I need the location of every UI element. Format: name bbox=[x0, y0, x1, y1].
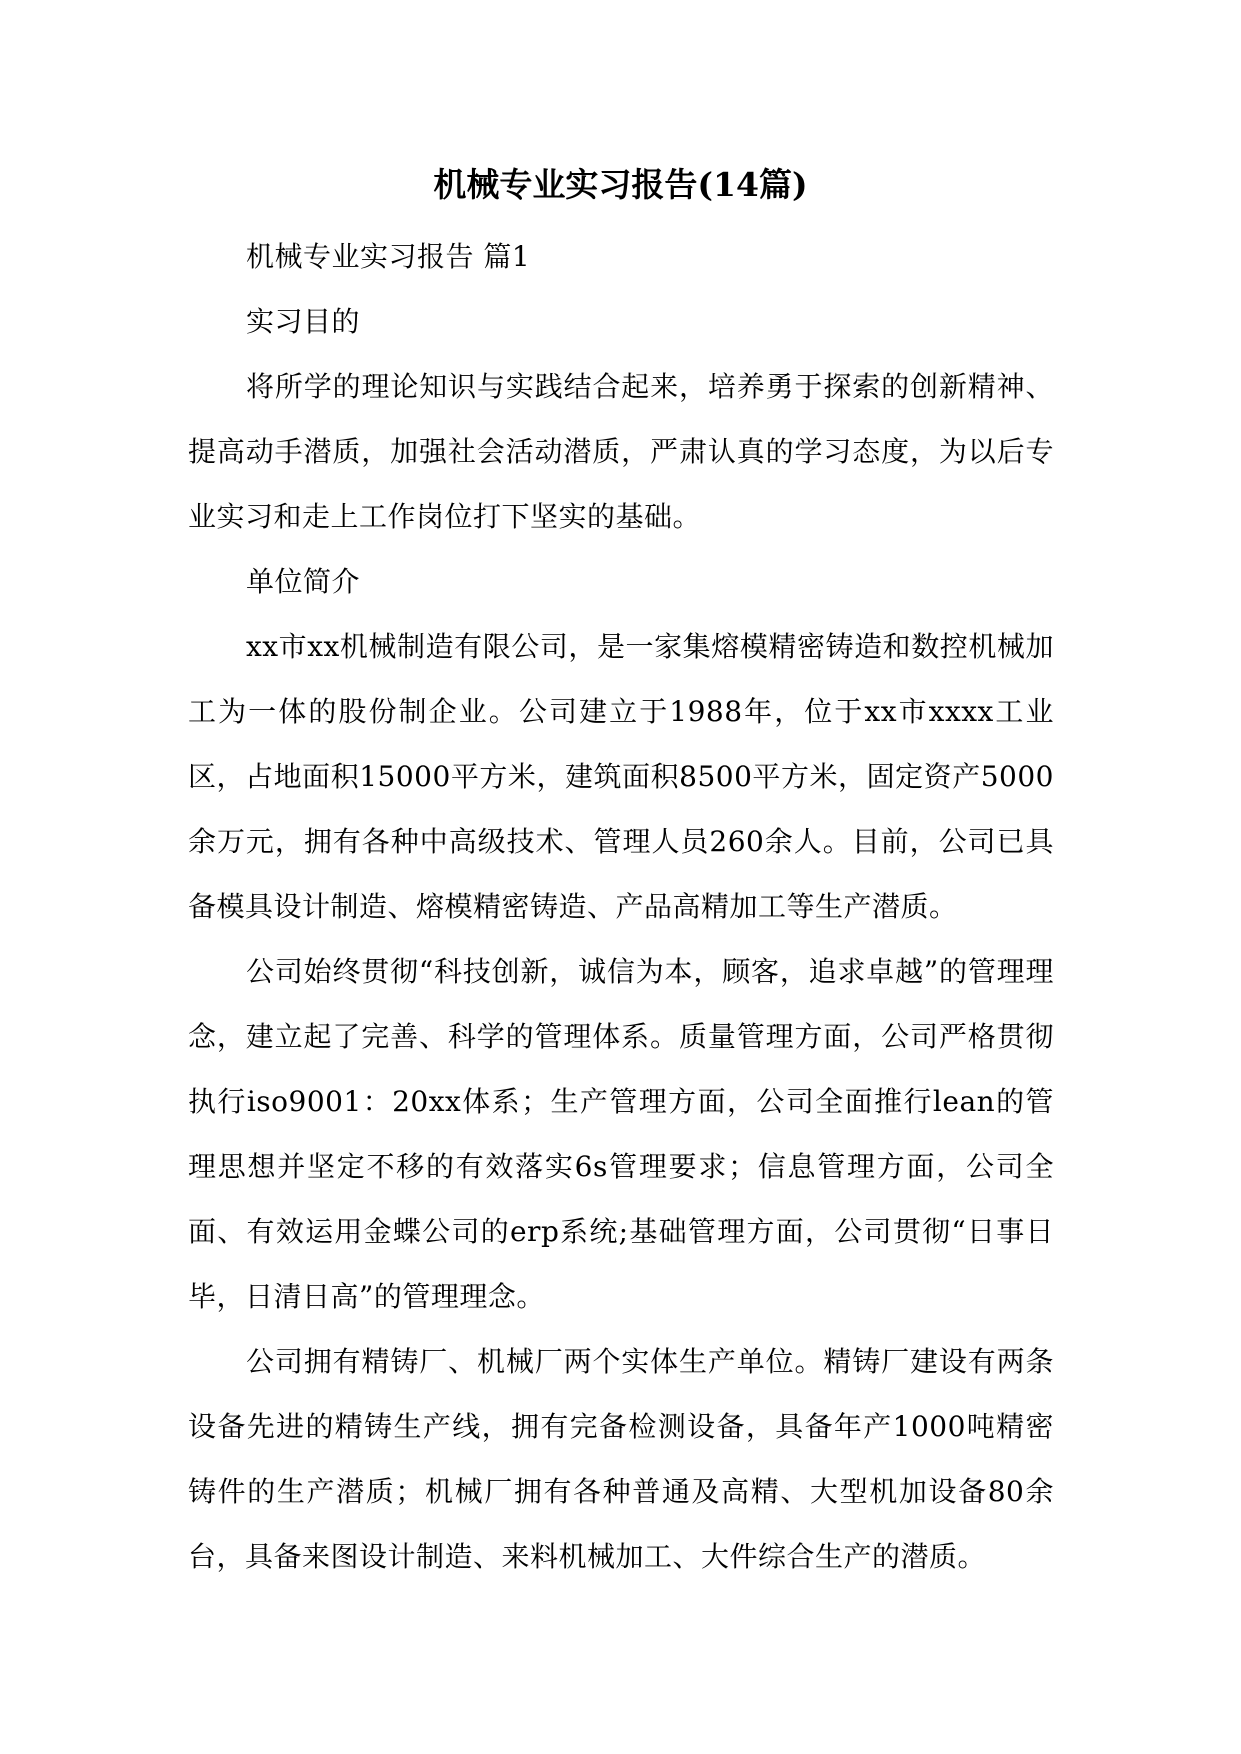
document-title: 机械专业实习报告(14篇) bbox=[433, 165, 808, 204]
section-heading-report-1: 机械专业实习报告 篇1 bbox=[246, 240, 531, 273]
paragraph-company-intro: xx市xx机械制造有限公司，是一家集熔模精密铸造和数控机械加工为一体的股份制企业。公司建立于1988年，位于xx市xxxx工业区，占地面积15000平方米，建筑面积8500平方米，固定资产5000余万元，拥有各种中高级技术、管理人员260余人。目前，公司已具备模具设计制造、熔模精密铸造、产品高精加工等生产潜质。 bbox=[188, 630, 1054, 923]
document-body bbox=[188, 224, 1054, 1589]
section-heading-purpose: 实习目的 bbox=[246, 305, 361, 338]
paragraph-production-units: 公司拥有精铸厂、机械厂两个实体生产单位。精铸厂建设有两条设备先进的精铸生产线，拥有完备检测设备，具备年产1000吨精密铸件的生产潜质；机械厂拥有各种普通及高精、大型机加设备80余台，具备来图设计制造、来料机械加工、大件综合生产的潜质。 bbox=[188, 1345, 1054, 1573]
paragraph-management: 公司始终贯彻“科技创新，诚信为本，顾客，追求卓越”的管理理念，建立起了完善、科学的管理体系。质量管理方面，公司严格贯彻执行iso9001：20xx体系；生产管理方面，公司全面推行lean的管理思想并坚定不移的有效落实6s管理要求；信息管理方面，公司全面、有效运用金蝶公司的erp系统;基础管理方面，公司贯彻“日事日毕，日清日高”的管理理念。 bbox=[188, 955, 1054, 1313]
section-heading-company-intro: 单位简介 bbox=[246, 565, 361, 598]
paragraph-purpose: 将所学的理论知识与实践结合起来，培养勇于探索的创新精神、提高动手潜质，加强社会活动潜质，严肃认真的学习态度，为以后专业实习和走上工作岗位打下坚实的基础。 bbox=[188, 370, 1054, 533]
